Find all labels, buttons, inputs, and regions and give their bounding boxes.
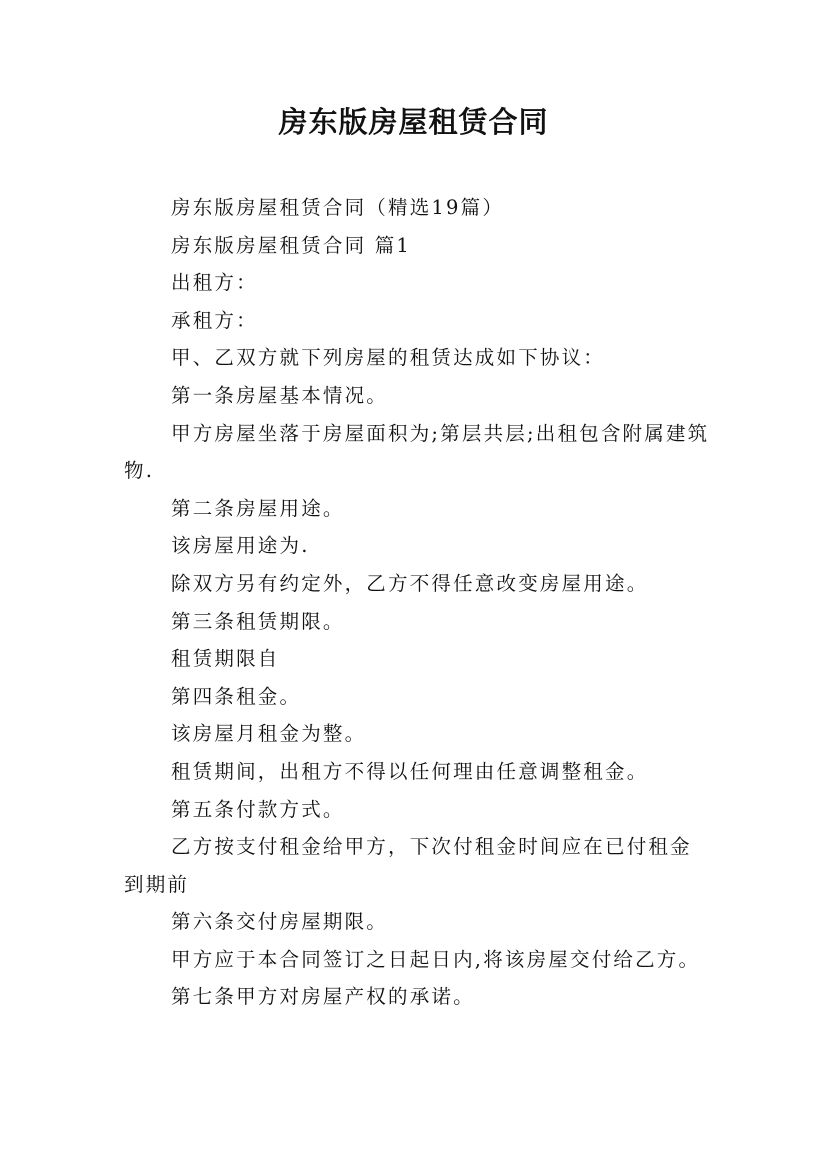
paragraph: 第一条房屋基本情况。 [171,383,389,407]
paragraph: 第二条房屋用途。 [171,496,345,520]
paragraph: 甲、乙双方就下列房屋的租赁达成如下协议： [171,346,606,370]
paragraph: 租赁期间，出租方不得以任何理由任意调整租金。 [171,759,649,783]
paragraph: 租赁期限自 [171,647,280,671]
paragraph: 第五条付款方式。 [171,797,345,821]
paragraph: 甲方房屋坐落于房屋面积为;第层共层;出租包含附属建筑物. [124,421,710,483]
paragraph: 房东版房屋租赁合同 篇1 [171,233,412,257]
document-body [124,189,710,1016]
paragraph: 承租方： [171,308,258,332]
paragraph: 第七条甲方对房屋产权的承诺。 [171,985,475,1009]
paragraph: 第三条租赁期限。 [171,609,345,633]
paragraph: 乙方按支付租金给甲方，下次付租金时间应在已付租金到期前 [124,835,692,896]
paragraph: 该房屋用途为. [171,534,310,558]
paragraph: 除双方另有约定外，乙方不得任意改变房屋用途。 [171,571,649,595]
paragraph: 房东版房屋租赁合同（精选19篇） [171,196,505,219]
document-title: 房东版房屋租赁合同 [278,105,549,139]
paragraph: 该房屋月租金为整。 [171,722,367,746]
paragraph: 第四条租金。 [171,684,302,708]
paragraph: 甲方应于本合同签订之日起日内,将该房屋交付给乙方。 [171,947,701,971]
paragraph: 出租方： [171,271,258,295]
paragraph: 第六条交付房屋期限。 [171,910,389,934]
